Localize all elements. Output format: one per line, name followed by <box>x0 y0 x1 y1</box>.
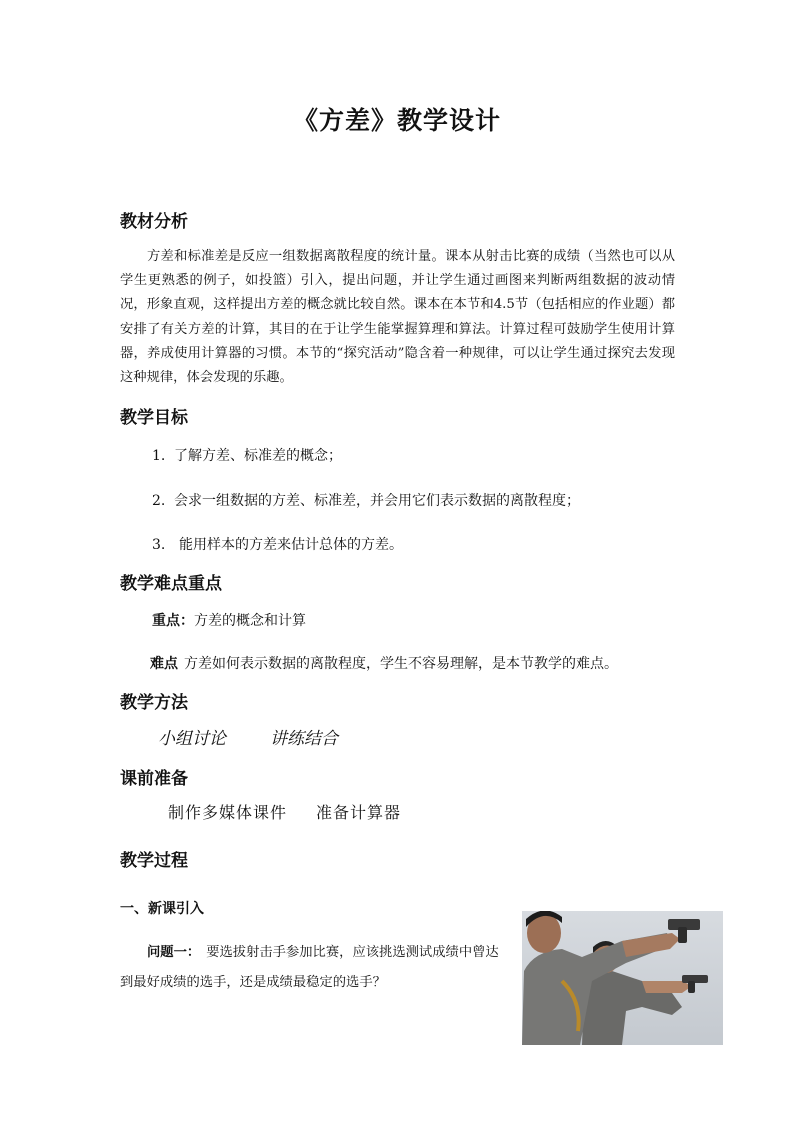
objective-item <box>152 534 403 554</box>
analysis-paragraph <box>120 245 675 390</box>
section-heading-objectives: 教学目标 <box>120 408 188 428</box>
focus-text: 方差的概念和计算 <box>194 613 306 629</box>
section-heading-key-points: 教学难点重点 <box>120 574 222 594</box>
preparation-item: 准备计算器 <box>316 803 402 822</box>
section-heading-process: 教学过程 <box>120 851 188 871</box>
objective-number: 1. <box>152 448 166 464</box>
question-label: 问题一： <box>147 945 201 960</box>
method-item: 讲练结合 <box>270 729 338 749</box>
difficulty-line <box>150 653 618 673</box>
section-heading-methods: 教学方法 <box>120 693 188 713</box>
difficulty-label: 难点 <box>150 656 178 672</box>
section-heading-analysis: 教材分析 <box>120 212 188 232</box>
section-heading-preparation: 课前准备 <box>120 769 188 789</box>
focus-label: 重点： <box>152 613 194 629</box>
objective-text: 了解方差、标准差的概念； <box>174 448 342 464</box>
shooting-photo <box>522 911 723 1045</box>
objective-item <box>152 490 580 510</box>
analysis-text: 方差和标准差是反应一组数据离散程度的统计量。课本从射击比赛的成绩（当然也可以从学生更熟悉的例子，如投篮）引入，提出问题，并让学生通过画图来判断两组数据的波动情况，形象直观，这样提出方差的概念就比较自然。课本在本节和4.5节（包括相应的作业题）都安排了有关方差的计算，其目的在于让学生能掌握算理和算法。计算过程可鼓励学生使用计算器，养成使用计算器的习惯。本节的“探究活动”隐含着一种规律，可以让学生通过探究去发现这种规律，体会发现的乐趣。 <box>120 249 675 386</box>
shooting-photo-image <box>522 911 723 1045</box>
question-text: 要选拔射击手参加比赛，应该挑选测试成绩中曾达到最好成绩的选手，还是成绩最稳定的选手？ <box>120 945 499 990</box>
preparation-item: 制作多媒体课件 <box>168 803 288 822</box>
page-title: 《方差》教学设计 <box>292 106 501 135</box>
focus-line <box>152 610 306 630</box>
process-subheading: 一、新课引入 <box>120 901 204 917</box>
objective-text: 会求一组数据的方差、标准差，并会用它们表示数据的离散程度； <box>174 493 580 509</box>
objective-item <box>152 445 342 465</box>
difficulty-text: 方差如何表示数据的离散程度，学生不容易理解，是本节教学的难点。 <box>184 656 618 672</box>
objective-text: 能用样本的方差来估计总体的方差。 <box>179 537 403 553</box>
objective-number: 3. <box>152 537 166 553</box>
objective-number: 2. <box>152 493 166 509</box>
question-paragraph <box>120 938 505 998</box>
method-item: 小组讨论 <box>158 729 226 749</box>
